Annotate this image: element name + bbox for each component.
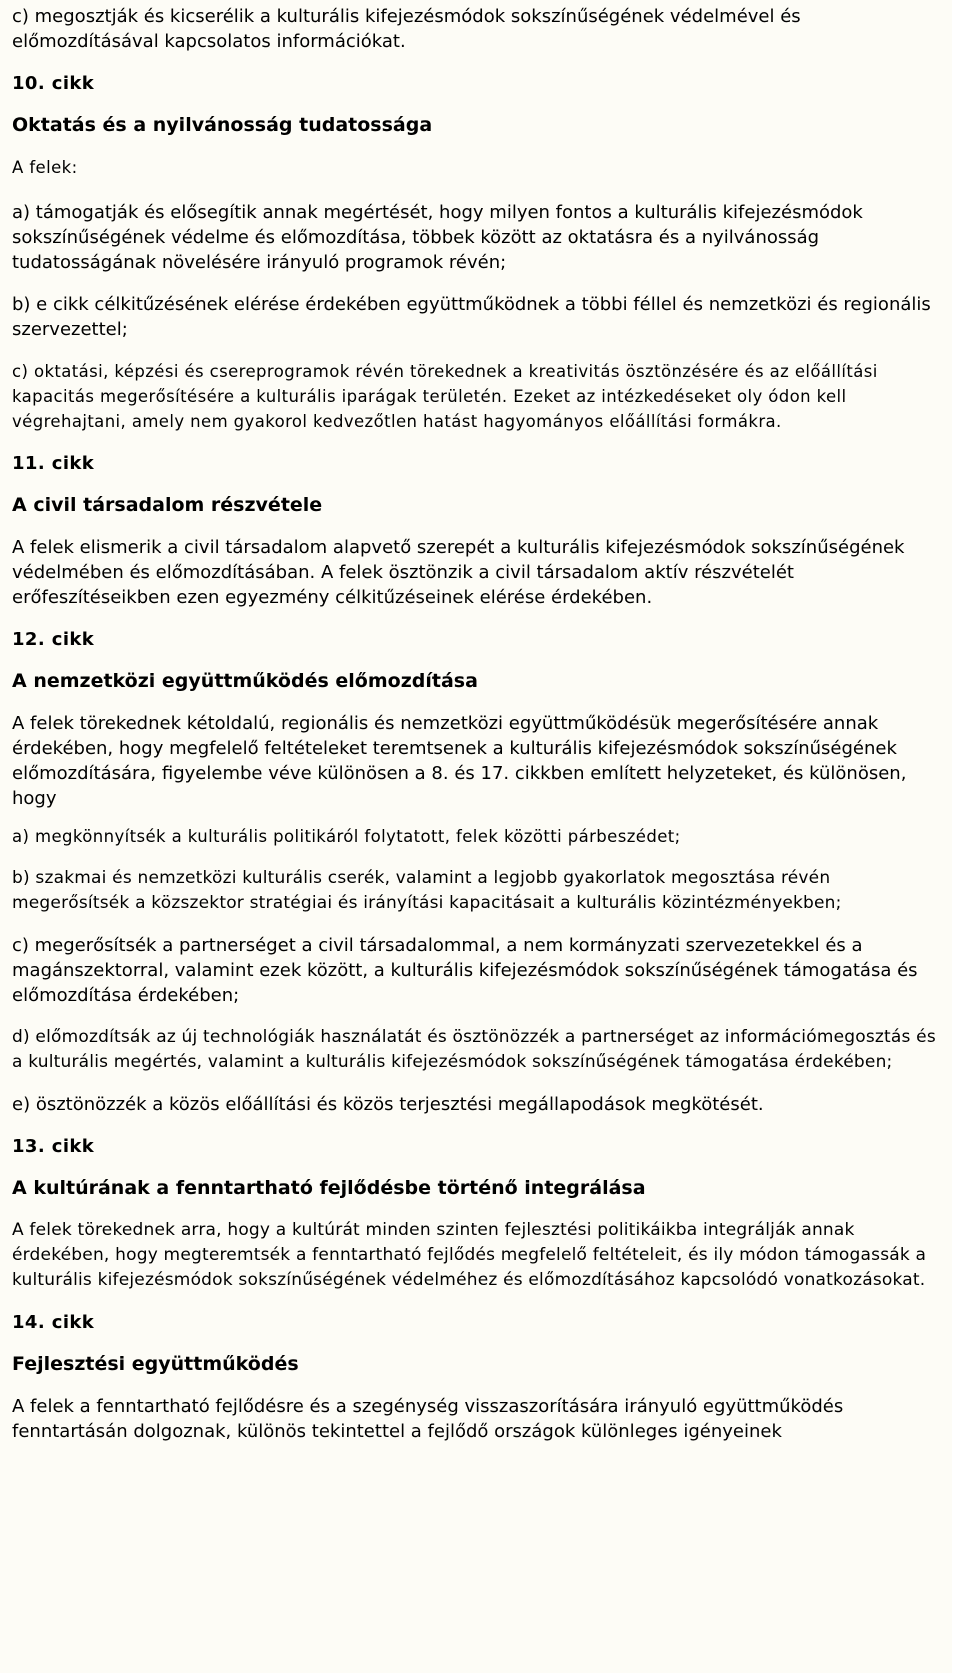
- article-10-lead: A felek:: [12, 158, 78, 177]
- article-13-title: A kultúrának a fenntartható fejlődésbe történő integrálása: [12, 1177, 646, 1199]
- article-10-title: Oktatás és a nyilvánosság tudatossága: [12, 114, 433, 136]
- article-12-title: A nemzetközi együttműködés előmozdítása: [12, 670, 478, 692]
- article-11-text: A felek elismerik a civil társadalom alapvető szerepét a kulturális kifejezésmódok sokszínűségének védelmében és előmozdításában. A felek ösztönzik a civil társadalom aktív részvételét erőfeszítéseikben ezen egyezmény célkitűzéseinek elérése érdekében.: [12, 537, 905, 608]
- article-10-point-b: b) e cikk célkitűzésének elérése érdekében együttműködnek a többi féllel és nemzetközi és regionális szervezettel;: [12, 294, 931, 340]
- article-11-number: 11. cikk: [12, 453, 95, 474]
- article-12-point-d: d) előmozdítsák az új technológiák használatát és ösztönözzék a partnerséget az információmegosztás és a kulturális megértés, valamint a kulturális kifejezésmódok sokszínűségének támogatása érdekében;: [12, 1027, 936, 1072]
- article-12-point-c: c) megerősítsék a partnerséget a civil társadalommal, a nem kormányzati szervezetekkel és a magánszektorral, valamint ezek között, a kulturális kifejezésmódok sokszínűségének támogatása és előmozdítása érdekében;: [12, 935, 918, 1006]
- article-10-point-a: a) támogatják és elősegítik annak megértését, hogy milyen fontos a kulturális kifejezésmódok sokszínűségének védelme és előmozdítása, többek között az oktatásra és a nyilvánosság tudatosságának növelésére irányuló programok révén;: [12, 202, 863, 273]
- article-13-text: A felek törekednek arra, hogy a kultúrát minden szinten fejlesztési politikáikba integrálják annak érdekében, hogy megteremtsék a fenntartható fejlődés megfelelő feltételeit, és ily módon támogassák a kulturális kifejezésmódok sokszínűségének védelméhez és előmozdításához kapcsolódó vonatkozásokat.: [12, 1220, 927, 1290]
- article-12-point-b: b) szakmai és nemzetközi kulturális cserék, valamint a legjobb gyakorlatok megosztása révén megerősítsék a közszektor stratégiai és irányítási kapacitásait a kulturális közintézményekben;: [12, 868, 842, 913]
- article-12-number: 12. cikk: [12, 629, 95, 650]
- article-14-text: A felek a fenntartható fejlődésre és a szegénység visszaszorítására irányuló együttműködés fenntartásán dolgoznak, különös tekintettel a fejlődő országok különleges igényeinek: [12, 1396, 844, 1442]
- article-11-title: A civil társadalom részvétele: [12, 494, 323, 516]
- article-14-number: 14. cikk: [12, 1312, 95, 1333]
- article-12-lead: A felek törekednek kétoldalú, regionális és nemzetközi együttműködésük megerősítésére annak érdekében, hogy megfelelő feltételeket teremtsenek a kulturális kifejezésmódok sokszínűségének előmozdítására, figyelembe véve különösen a 8. és 17. cikkben említett helyzeteket, és különösen, hogy: [12, 713, 907, 809]
- article-9-point-c: c) megosztják és kicserélik a kulturális kifejezésmódok sokszínűségének védelmével és előmozdításával kapcsolatos információkat.: [12, 6, 801, 52]
- article-10-point-c: c) oktatási, képzési és csereprogramok révén törekednek a kreativitás ösztönzésére és az előállítási kapacitás megerősítésére a kulturális iparágak területén. Ezeket az intézkedéseket oly ódon kell végrehajtani, amely nem gyakorol kedvezőtlen hatást hagyományos előállítási formákra.: [12, 362, 878, 431]
- article-14-title: Fejlesztési együttműködés: [12, 1353, 299, 1375]
- article-13-number: 13. cikk: [12, 1136, 95, 1157]
- article-12-point-a: a) megkönnyítsék a kulturális politikáról folytatott, felek közötti párbeszédet;: [12, 827, 681, 846]
- article-10-number: 10. cikk: [12, 73, 95, 94]
- article-12-point-e: e) ösztönözzék a közös előállítási és közös terjesztési megállapodások megkötését.: [12, 1094, 764, 1115]
